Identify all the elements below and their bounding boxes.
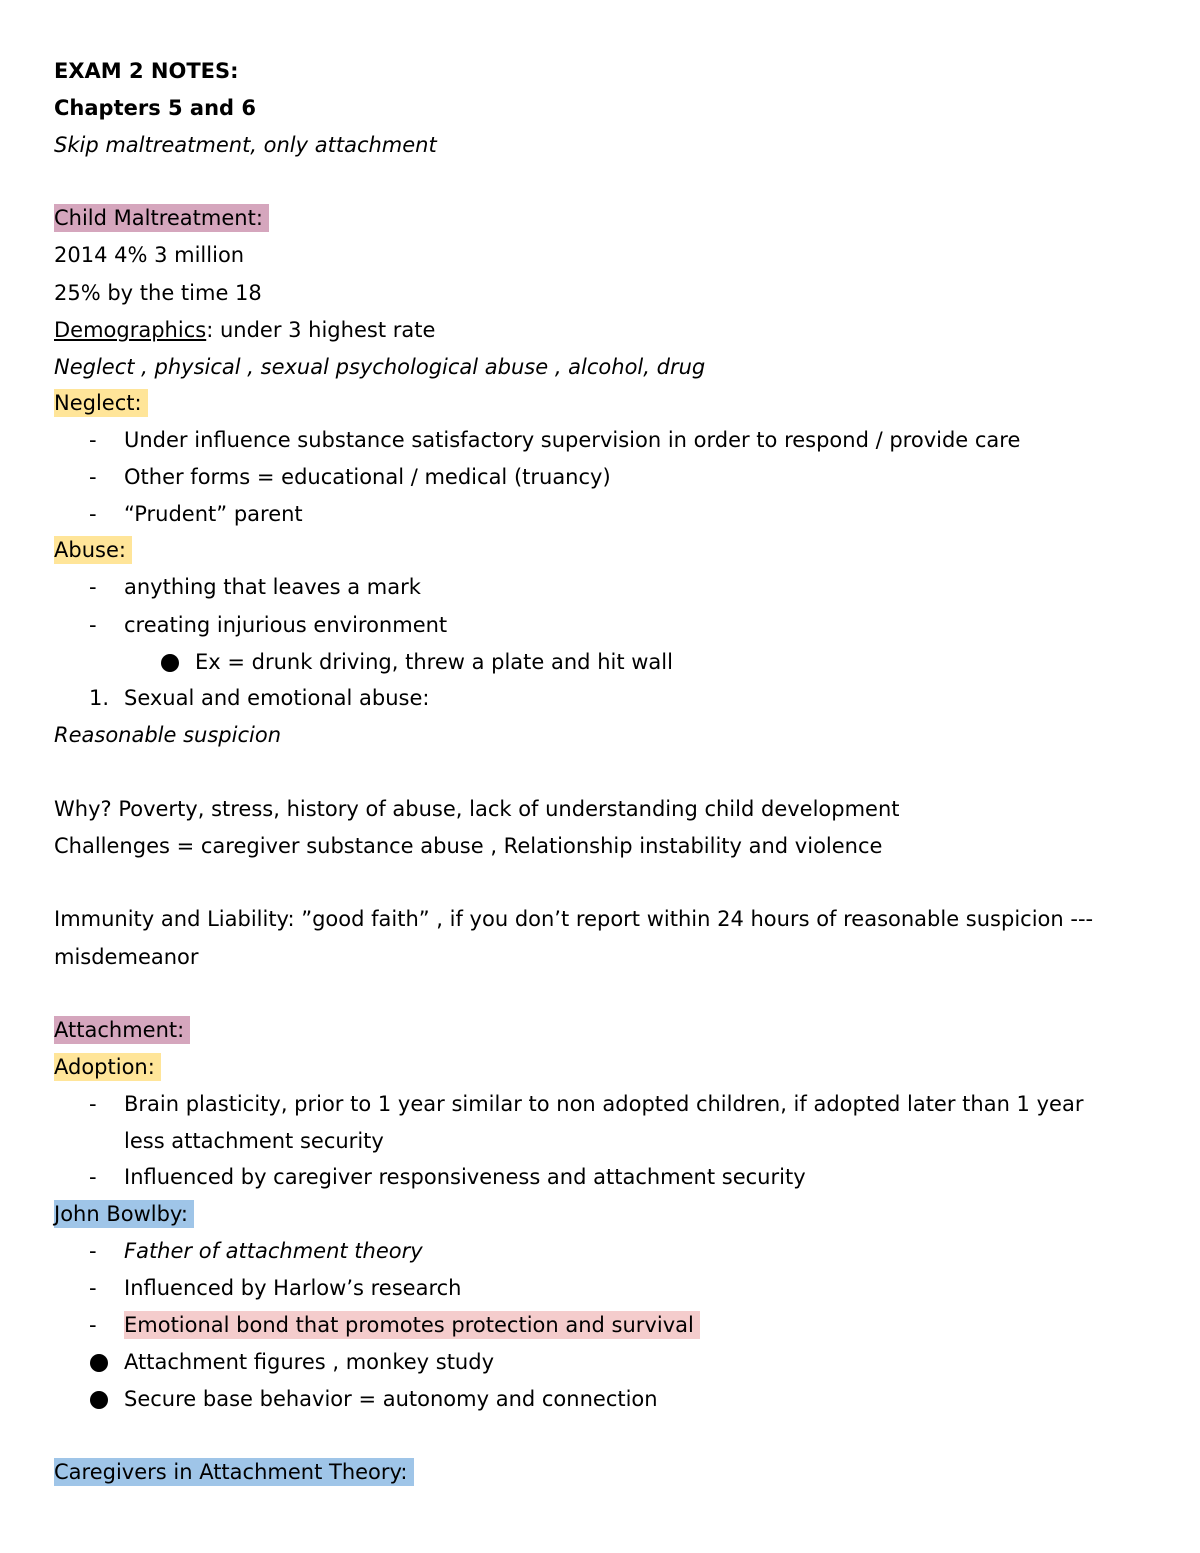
heading-john-bowlby: John Bowlby: [54, 1199, 194, 1229]
list-item: Influenced by caregiver responsiveness and attachment security [124, 1165, 806, 1189]
list-item: Influenced by Harlow’s research [124, 1276, 462, 1300]
list-dash: - [89, 502, 97, 526]
list-dash: - [89, 1165, 97, 1189]
list-item-numbered: Sexual and emotional abuse: [124, 686, 430, 710]
list-sub-item: Ex = drunk driving, threw a plate and hit wall [195, 650, 673, 674]
list-dash: - [89, 1313, 97, 1337]
list-dash: - [89, 1092, 97, 1116]
page-title: EXAM 2 NOTES: [54, 59, 239, 83]
list-item-continued: less attachment security [124, 1129, 384, 1153]
stat-line-1: 2014 4% 3 million [54, 243, 245, 267]
list-dash: - [89, 428, 97, 452]
bullet-dot [161, 654, 179, 672]
list-item: anything that leaves a mark [124, 575, 421, 599]
bullet-dot [90, 1391, 108, 1409]
skip-note: Skip maltreatment, only attachment [54, 133, 437, 157]
list-dash: - [89, 465, 97, 489]
list-item: creating injurious environment [124, 613, 448, 637]
heading-adoption: Adoption: [54, 1052, 161, 1082]
heading-caregivers: Caregivers in Attachment Theory: [54, 1457, 414, 1487]
list-item: Brain plasticity, prior to 1 year similar to non adopted children, if adopted later than 1 year [124, 1092, 1084, 1116]
stat-line-2: 25% by the time 18 [54, 281, 262, 305]
heading-attachment: Attachment: [54, 1015, 190, 1045]
list-item-highlighted: Emotional bond that promotes protection and survival [124, 1310, 700, 1340]
maltreatment-types: Neglect , physical , sexual psychological abuse , alcohol, drug [54, 355, 706, 379]
demographics-text: : under 3 highest rate [206, 318, 436, 342]
list-dash: - [89, 575, 97, 599]
list-number: 1. [89, 686, 110, 710]
list-item: “Prudent” parent [124, 502, 303, 526]
list-item: Under influence substance satisfactory supervision in order to respond / provide care [124, 428, 1021, 452]
list-item: Other forms = educational / medical (truancy) [124, 465, 611, 489]
list-item: Attachment figures , monkey study [124, 1350, 495, 1374]
list-dash: - [89, 1276, 97, 1300]
list-dash: - [89, 1239, 97, 1263]
demographics-label: Demographics [54, 318, 207, 342]
demographics-line [54, 315, 435, 345]
list-item: Father of attachment theory [124, 1239, 423, 1263]
list-item: Secure base behavior = autonomy and connection [124, 1387, 658, 1411]
bullet-dot [90, 1354, 108, 1372]
list-dash: - [89, 613, 97, 637]
immunity-line: Immunity and Liability: ”good faith” , if you don’t report within 24 hours of reasonable suspicion --- [54, 907, 1094, 931]
page-subtitle: Chapters 5 and 6 [54, 96, 257, 120]
heading-neglect: Neglect: [54, 388, 148, 418]
heading-child-maltreatment: Child Maltreatment: [54, 203, 269, 233]
reasonable-suspicion: Reasonable suspicion [54, 723, 282, 747]
immunity-line-continued: misdemeanor [54, 945, 199, 969]
heading-abuse: Abuse: [54, 535, 132, 565]
challenges-line: Challenges = caregiver substance abuse , Relationship instability and violence [54, 834, 883, 858]
why-line: Why? Poverty, stress, history of abuse, lack of understanding child development [54, 797, 900, 821]
